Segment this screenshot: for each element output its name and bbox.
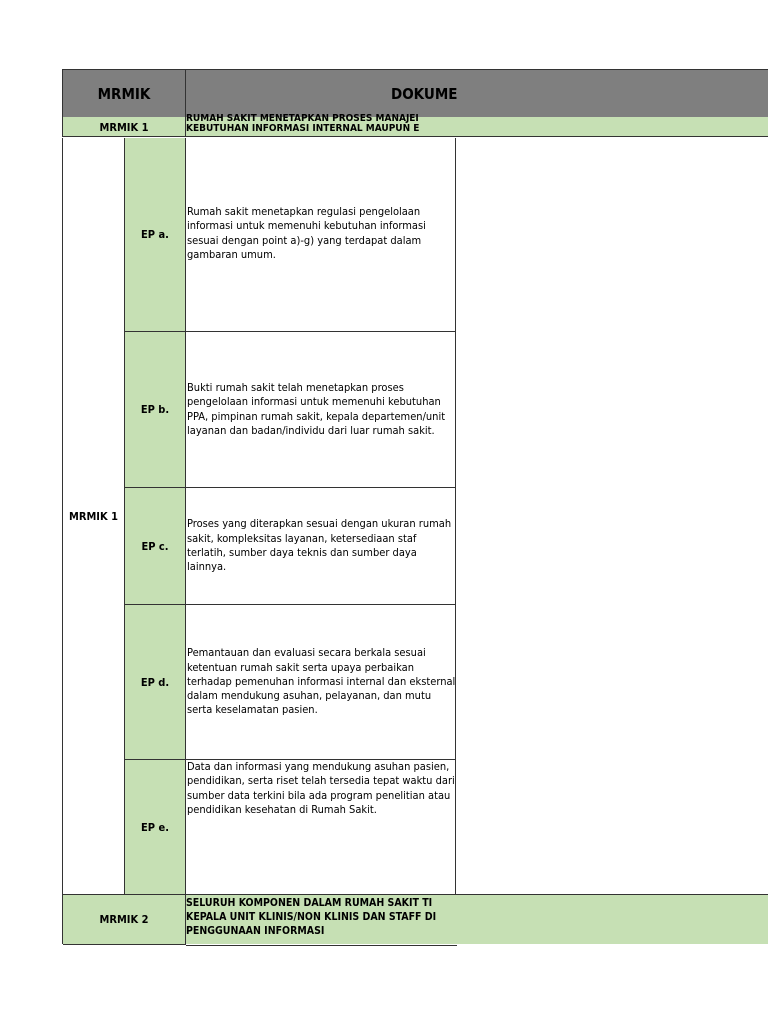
ep-text: Proses yang diterapkan sesuai dengan ukuran rumah sakit, kompleksitas layanan, ketersediaan staf terlatih, sumber daya teknis dan sumber daya lainnya. [187, 517, 452, 574]
standard-text-line-2: KEBUTUHAN INFORMASI INTERNAL MAUPUN E [186, 123, 420, 134]
ep-row-e [125, 760, 456, 894]
ep-row-c [125, 488, 456, 605]
ep-table [62, 138, 456, 894]
ep-text-cell [186, 488, 456, 604]
ep-text: Bukti rumah sakit telah menetapkan proses pengelolaan informasi untuk memenuhi kebutuhan PPA, pimpinan rumah sakit, kepala departemen/unit layanan dan badan/individu dari luar rumah sakit. [187, 380, 446, 437]
ep-label: EP a. [125, 138, 186, 331]
standard-row-mrmik-1 [62, 114, 768, 137]
ep-row-d [125, 605, 456, 760]
ep-label: EP e. [125, 760, 186, 894]
standard-text [186, 895, 457, 946]
ep-text-cell [186, 605, 456, 759]
ep-text-cell [186, 332, 456, 487]
standard-text-line-1: RUMAH SAKIT MENETAPKAN PROSES MANAJEI [186, 114, 419, 124]
standard-text-line-3: PENGGUNAAN INFORMASI [186, 925, 325, 937]
standard-label: MRMIK 1 [63, 117, 186, 137]
ep-text: Pemantauan dan evaluasi secara berkala sesuai ketentuan rumah sakit serta upaya perbaikan terhadap pemenuhan informasi internal dan eksternal dalam mendukung asuhan, pelayanan, dan mutu serta keselamatan pasien. [187, 646, 456, 717]
ep-row-b [125, 332, 456, 488]
header-mrmik: MRMIK [63, 70, 186, 117]
ep-label: EP d. [125, 605, 186, 759]
ep-text-cell [186, 760, 456, 894]
ep-label: EP c. [125, 488, 186, 604]
standard-text [186, 114, 456, 134]
standard-text-line-2: KEPALA UNIT KLINIS/NON KLINIS DAN STAFF DI [186, 911, 437, 923]
ep-label: EP b. [125, 332, 186, 487]
standard-label: MRMIK 2 [63, 895, 186, 945]
standard-text-line-1: SELURUH KOMPONEN DALAM RUMAH SAKIT TI [186, 897, 433, 909]
ep-row-a [125, 138, 456, 332]
ep-text-cell [186, 138, 456, 331]
table-header [62, 69, 768, 117]
header-dokumen: DOKUME [391, 84, 458, 103]
ep-text: Data dan informasi yang mendukung asuhan pasien, pendidikan, serta riset telah tersedia tepat waktu dari sumber data terkini bila ada program penelitian atau pendidikan kesehatan di Rumah Sakit. [187, 760, 455, 816]
group-label: MRMIK 1 [63, 138, 125, 894]
standard-row-mrmik-2 [62, 894, 768, 944]
ep-text: Rumah sakit menetapkan regulasi pengelolaan informasi untuk memenuhi kebutuhan informasi sesuai dengan point a)-g) yang terdapat dalam gambaran umum. [187, 204, 426, 261]
